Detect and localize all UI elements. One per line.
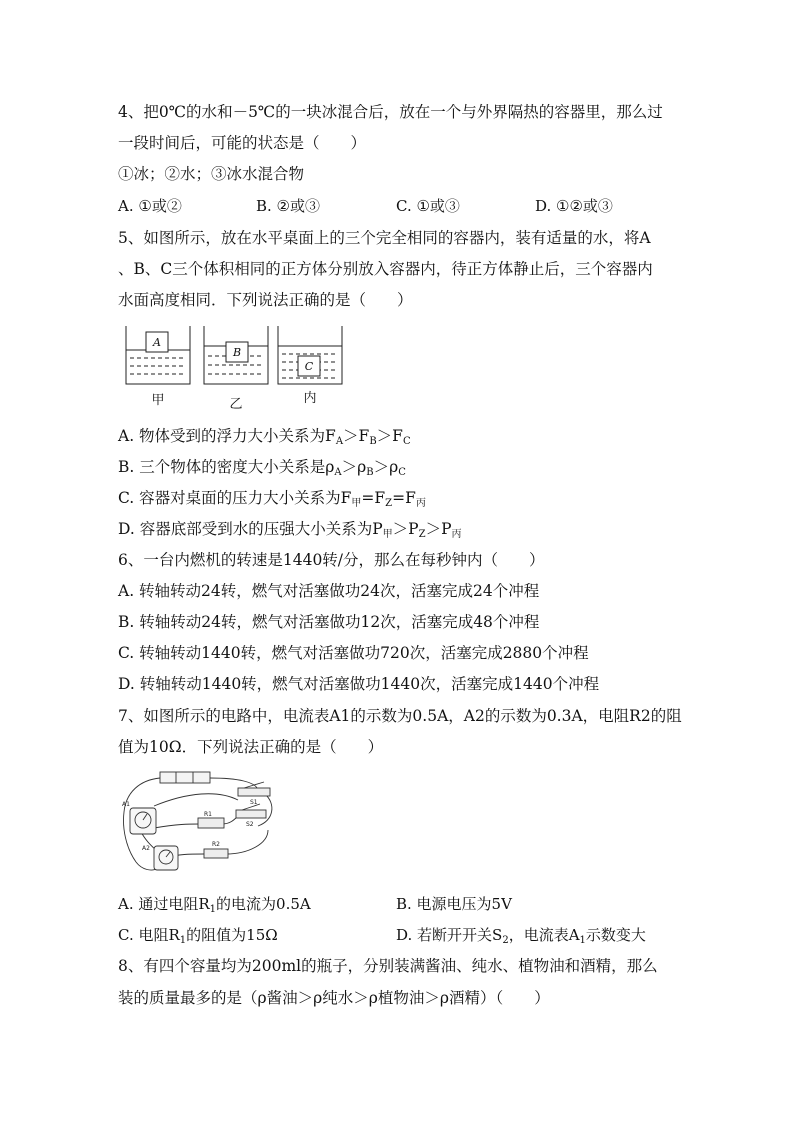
switch-s1-icon xyxy=(238,788,270,796)
label-s2: S2 xyxy=(246,821,254,828)
q5-option-c: C. 容器对桌面的压力大小关系为$F_甲=F_Z=F_丙$ xyxy=(118,489,426,509)
q4-option-a: A. ①或② xyxy=(118,197,182,215)
block-b-label: B xyxy=(232,346,242,359)
q6-option-d: D. 转轴转动1440转，燃气对活塞做功1440次，活塞完成1440个冲程 xyxy=(118,675,600,693)
q4-option-b: B. ②或③ xyxy=(256,197,321,215)
caption-jia: 甲 xyxy=(151,393,165,408)
caption-bing: 内 xyxy=(303,391,317,406)
battery-icon xyxy=(160,772,210,783)
q5-containers-figure xyxy=(118,322,358,412)
q7-option-c: C. 电阻$R_1$的阻值为15Ω xyxy=(118,926,278,946)
q4-option-d: D. ①②或③ xyxy=(535,197,613,215)
resistor-r1-icon xyxy=(198,818,224,828)
q8-text-line-2: 装的质量最多的是（ρ酱油＞ρ纯水＞ρ植物油＞ρ酒精）（ ） xyxy=(118,989,550,1007)
q6-option-b: B. 转轴转动24转，燃气对活塞做功12次，活塞完成48个冲程 xyxy=(118,613,540,631)
q7-option-a: A. 通过电阻$R_1$的电流为0.5A xyxy=(118,895,311,915)
q7-circuit-figure xyxy=(118,768,283,880)
q7-text-line-2: 值为10Ω．下列说法正确的是（ ） xyxy=(118,738,384,756)
q5-text-line-3: 水面高度相同．下列说法正确的是（ ） xyxy=(118,291,413,309)
q5-text-line-1: 5、如图所示，放在水平桌面上的三个完全相同的容器内，装有适量的水，将A xyxy=(118,229,651,247)
resistor-r2-icon xyxy=(204,849,228,858)
q5-option-a: A. 物体受到的浮力大小关系为$F_A>F_B>F_C$ xyxy=(118,427,411,447)
q5-text-line-2: 、B、C三个体积相同的正方体分别放入容器内，待正方体静止后，三个容器内 xyxy=(118,260,653,278)
q8-text-line-1: 8、有四个容量均为200ml的瓶子，分别装满酱油、纯水、植物油和酒精，那么 xyxy=(118,957,658,975)
q7-text-line-1: 7、如图所示的电路中，电流表A1的示数为0.5A，A2的示数为0.3A，电阻R2的阻 xyxy=(118,707,682,725)
caption-yi: 乙 xyxy=(229,397,243,412)
label-a1: A1 xyxy=(122,801,130,808)
q4-text-line-1: 4、把0℃的水和－5℃的一块冰混合后，放在一个与外界隔热的容器里，那么过 xyxy=(118,103,663,121)
label-s1: S1 xyxy=(250,799,258,806)
q7-option-d: D. 若断开开关$S_2$，电流表$A_1$示数变大 xyxy=(396,926,646,946)
block-c-label: C xyxy=(304,360,314,373)
switch-s2-icon xyxy=(236,810,266,818)
label-a2: A2 xyxy=(142,845,150,852)
q4-text-line-3: ①冰；②水；③冰水混合物 xyxy=(118,165,305,183)
q6-text-line-1: 6、一台内燃机的转速是1440转/分，那么在每秒钟内（ ） xyxy=(118,551,545,569)
label-r1: R1 xyxy=(204,811,212,818)
q7-option-b: B. 电源电压为5V xyxy=(396,895,512,913)
q4-text-line-2: 一段时间后，可能的状态是（ ） xyxy=(118,134,367,152)
q5-option-d: D. 容器底部受到水的压强大小关系为$P_甲>P_Z>P_丙$ xyxy=(118,520,462,540)
q6-option-c: C. 转轴转动1440转，燃气对活塞做功720次，活塞完成2880个冲程 xyxy=(118,644,589,662)
label-r2: R2 xyxy=(212,841,220,848)
q4-option-c: C. ①或③ xyxy=(396,197,460,215)
q5-option-b: B. 三个物体的密度大小关系是$\rho_A>\rho_B>\rho_C$ xyxy=(118,458,406,478)
q6-option-a: A. 转轴转动24转，燃气对活塞做功24次，活塞完成24个冲程 xyxy=(118,582,540,600)
block-a-label: A xyxy=(153,336,161,349)
